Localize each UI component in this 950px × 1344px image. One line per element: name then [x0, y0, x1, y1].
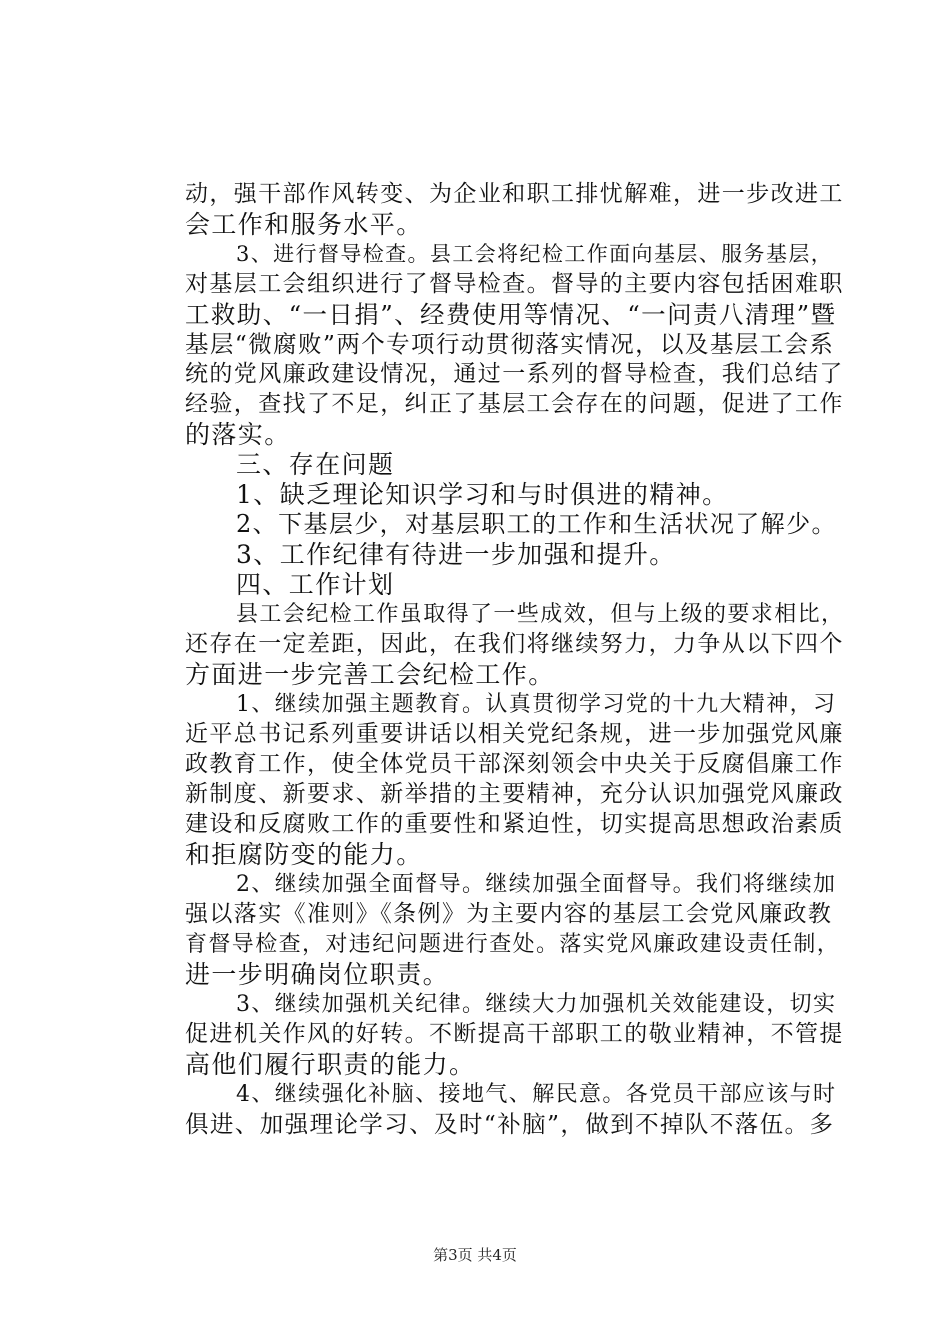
text-line: 俱进、加强理论学习、及时“补脑”，做到不掉队不落伍。多 — [185, 1110, 835, 1138]
text-line: 高他们履行职责的能力。 — [185, 1050, 476, 1079]
text-line: 工救助、“一日捐”、经费使用等情况、“一问责八清理”暨 — [185, 300, 837, 329]
text-line: 统的党风廉政建设情况，通过一系列的督导检查，我们总结了 — [185, 361, 844, 387]
text-line: 3、进行督导检查。县工会将纪检工作面向基层、服务基层， — [236, 242, 834, 266]
text-line: 育督导检查，对违纪问题进行查处。落实党风廉政建设责任制， — [185, 932, 841, 957]
text-line: 进一步明确岗位职责。 — [185, 960, 450, 989]
text-line: 县工会纪检工作虽取得了一些成效，但与上级的要求相比， — [236, 602, 845, 627]
text-line: 动，强干部作风转变、为企业和职工排忧解难，进一步改进工 — [185, 181, 844, 207]
section-heading: 三、存在问题 — [236, 450, 395, 479]
text-line: 还存在一定差距，因此，在我们将继续努力，力争从以下四个 — [185, 631, 844, 657]
text-line: 1、缺乏理论知识学习和与时俱进的精神。 — [236, 480, 729, 509]
section-heading: 四、工作计划 — [236, 570, 395, 599]
text-line: 会工作和服务水平。 — [185, 210, 423, 239]
text-line: 3、继续加强机关纪律。继续大力加强机关效能建设，切实 — [236, 992, 837, 1017]
text-line: 经验，查找了不足，纠正了基层工会存在的问题，促进了工作 — [185, 391, 844, 417]
text-line: 对基层工会组织进行了督导检查。督导的主要内容包括困难职 — [185, 271, 844, 297]
text-line: 4、继续强化补脑、接地气、解民意。各党员干部应该与时 — [236, 1082, 837, 1107]
text-line: 1、继续加强主题教育。认真贯彻学习党的十九大精神，习 — [236, 692, 837, 717]
text-line: 3、工作纪律有待进一步加强和提升。 — [236, 540, 676, 569]
text-line: 2、继续加强全面督导。继续加强全面督导。我们将继续加 — [236, 872, 837, 897]
text-line: 2、下基层少，对基层职工的工作和生活状况了解少。 — [236, 510, 837, 538]
text-line: 基层“微腐败”两个专项行动贯彻落实情况，以及基层工会系 — [185, 330, 835, 358]
page-number-footer: 第3页 共4页 — [433, 1246, 517, 1264]
text-line: 促进机关作风的好转。不断提高干部职工的敬业精神，不管提 — [185, 1021, 844, 1047]
text-line: 建设和反腐败工作的重要性和紧迫性，切实提高思想政治素质 — [185, 811, 844, 837]
text-line: 方面进一步完善工会纪检工作。 — [185, 660, 555, 689]
text-line: 和拒腐防变的能力。 — [185, 840, 423, 869]
text-line: 近平总书记系列重要讲话以相关党纪条规，进一步加强党风廉 — [185, 721, 844, 747]
text-line: 新制度、新要求、新举措的主要精神，充分认识加强党风廉政 — [185, 781, 844, 807]
text-line: 政教育工作，使全体党员干部深刻领会中央关于反腐倡廉工作 — [185, 751, 844, 777]
text-line: 强以落实《准则》《条例》为主要内容的基层工会党风廉政教 — [185, 901, 833, 927]
text-line: 的落实。 — [185, 420, 291, 449]
